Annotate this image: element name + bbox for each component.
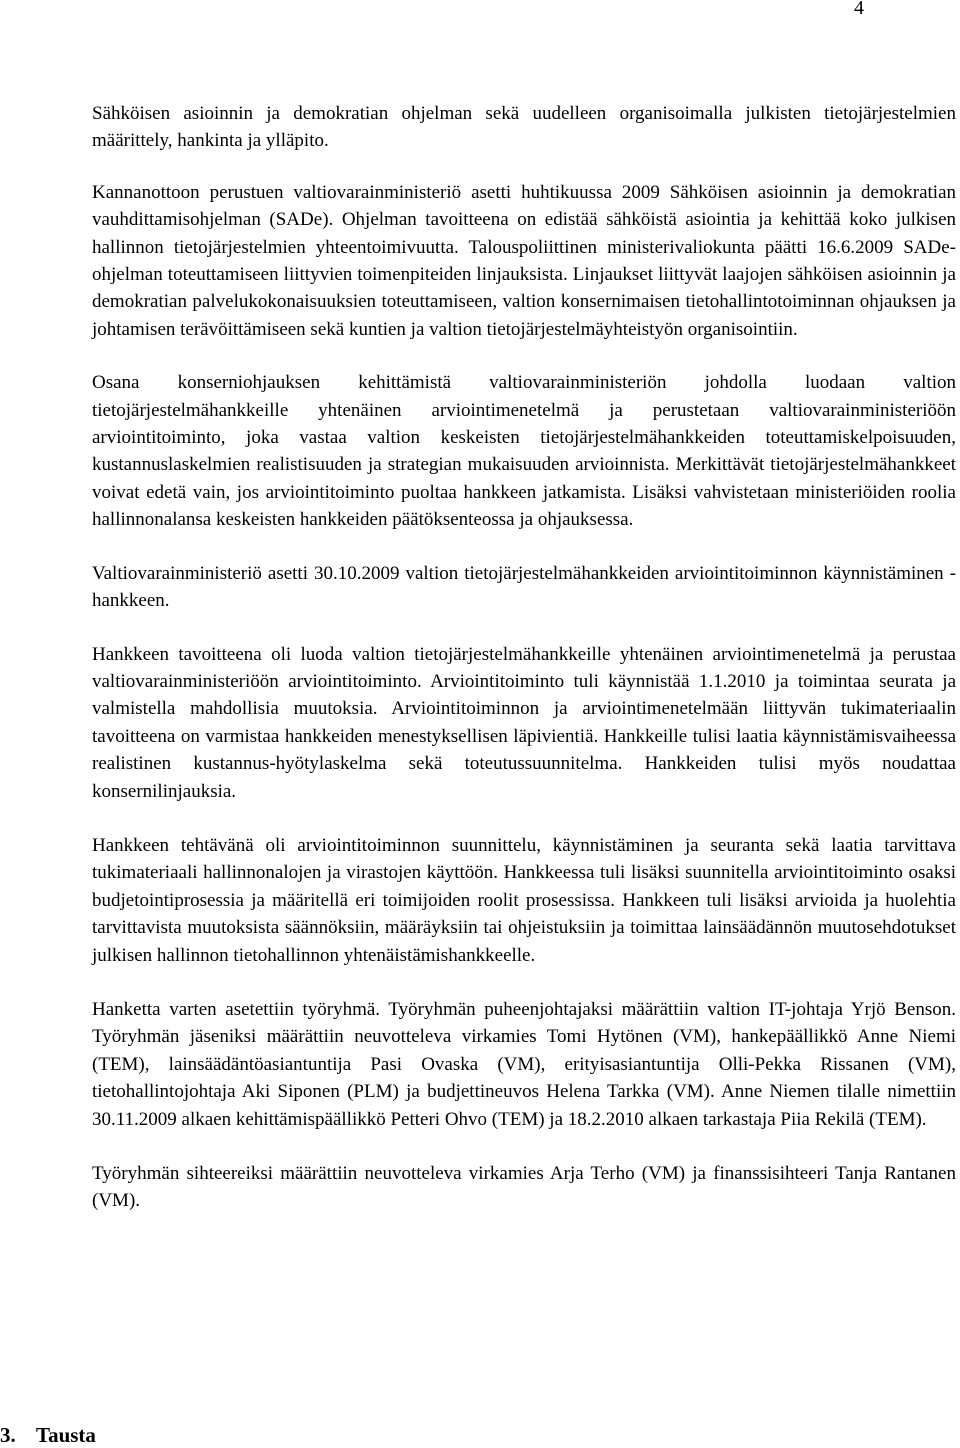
section-number: 3. [0,1423,16,1447]
section-heading [0,1422,96,1448]
paragraph-hanke-tavoite: Hankkeen tavoitteena oli luoda valtion tietojärjestelmähankkeille yhtenäinen arviointimenetelmä ja perustaa valtiovarainministeriöön arviointitoiminto. Arviointitoiminto tuli käynnistää 1.1.2010 ja toimintaa seurata ja valmistella mahdollisia muutoksia. Arviointitoiminnon ja arviointimenetelmään liittyvän tukimateriaalin tavoitteena on varmistaa hankkeiden menestyksellisen läpivientiä. Hankkeille tulisi laatia käynnistämisvaiheessa realistinen kustannus-hyötylaskelma sekä toteutussuunnitelma. Hankkeiden tulisi myös noudattaa konsernilinjauksia. [92,643,956,802]
document-body [92,100,956,1239]
paragraph-sihteerit: Työryhmän sihteereiksi määrättiin neuvotteleva virkamies Arja Terho (VM) ja finanssisihteeri Tanja Rantanen (VM). [92,1163,956,1212]
paragraph-konserniohjaus: Osana konserniohjauksen kehittämistä valtiovarainministeriön johdolla luodaan valtion tietojärjestelmähankkeille yhtenäinen arviointimenetelmä ja perustetaan valtiovarainministeriöön arviointitoiminto, joka vastaa valtion keskeisten tietojärjestelmähankkeiden toteuttamiskelpoisuuden, kustannuslaskelmien realistisuuden ja strategian mukaisuuden arvioinnista. Merkittävät tietojärjestelmähankkeet voivat edetä vain, jos arviointitoiminto puoltaa hankkeen jatkamista. Lisäksi vahvistetaan ministeriöiden roolia hallinnonalansa keskeisten hankkeiden päätöksenteossa ja ohjauksessa. [92,372,956,531]
page-number: 4 [854,0,864,19]
paragraph-hanke-tehtava: Hankkeen tehtävänä oli arviointitoiminnon suunnittelu, käynnistäminen ja seuranta sekä laatia tarvittava tukimateriaali hallinnonalojen ja virastojen käyttöön. Hankkeessa tuli lisäksi suunnitella arviointitoiminto osaksi budjetointiprosessia ja määritellä eri toimijoiden roolit prosessissa. Hankkeen tuli lisäksi arvioida ja huolehtia tarvittavista muutoksista säännöksiin, määräyksiin tai ohjeistuksiin ja toimittaa lainsäädännön muutosehdotukset julkisen hallinnon tietohallinnon yhtenäistämishankkeelle. [92,834,956,966]
paragraph-tyoryhma: Hanketta varten asetettiin työryhmä. Työryhmän puheenjohtajaksi määrättiin valtion IT-johtaja Yrjö Benson. Työryhmän jäseniksi määrättiin neuvotteleva virkamies Tomi Hytönen (VM), hankepäällikkö Anne Niemi (TEM), lainsäädäntöasiantuntija Pasi Ovaska (VM), erityisasiantuntija Olli-Pekka Rissanen (VM), tietohallintojohtaja Aki Siponen (PLM) ja budjettineuvos Helena Tarkka (VM). Anne Niemen tilalle nimettiin 30.11.2009 alkaen kehittämispäällikkö Petteri Ohvo (TEM) ja 18.2.2010 alkaen tarkastaja Piia Rekilä (TEM). [92,998,956,1130]
paragraph-hanke-asetettu: Valtiovarainministeriö asetti 30.10.2009 valtion tietojärjestelmähankkeiden arviointitoiminnon käynnistäminen -hankkeen. [92,562,956,612]
paragraph-sade-intro: Sähköisen asioinnin ja demokratian ohjelman sekä uudelleen organisoimalla julkisten tietojärjestelmien määrittely, hankinta ja ylläpito. [92,103,956,152]
paragraph-sade-program: Kannanottoon perustuen valtiovarainministeriö asetti huhtikuussa 2009 Sähköisen asioinnin ja demokratian vauhdittamisohjelman (SADe). Ohjelman tavoitteena on edistää sähköistä asiointia ja kehittää koko julkisen hallinnon tietojärjestelmien yhteentoimivuutta. Talouspoliittinen ministerivaliokunta päätti 16.6.2009 SADe-ohjelman toteuttamiseen liittyvien toimenpiteiden linjauksista. Linjaukset liittyvät laajojen sähköisen asioinnin ja demokratian palvelukokonaisuuksien toteuttamiseen, valtion konsernimaisen tietohallintotoiminnan ohjauksen ja johtamisen terävöittämiseen sekä kuntien ja valtion tietojärjestelmäyhteistyön organisointiin. [92,181,956,340]
section-title: Tausta [36,1423,96,1447]
